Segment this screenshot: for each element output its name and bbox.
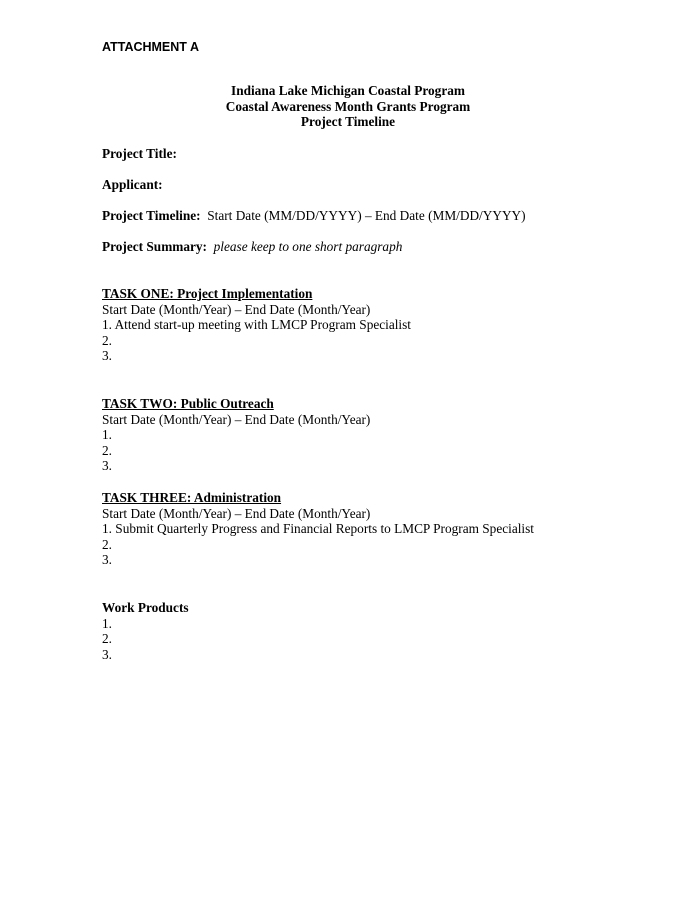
task-item: 1. Attend start-up meeting with LMCP Program Specialist [102,317,411,333]
applicant-label: Applicant: [102,177,163,192]
task-item: 3. [102,458,112,474]
task-two-section [102,396,370,474]
project-summary-label: Project Summary: [102,239,207,254]
work-products-section [102,600,189,662]
task-item: 2. [102,442,112,458]
task-item: 2. [102,332,112,348]
task-heading: TASK ONE: Project Implementation [102,286,313,301]
work-product-item: 3. [102,646,112,662]
task-item: 3. [102,348,112,364]
project-title-label: Project Title: [102,146,177,161]
work-products-heading: Work Products [102,600,189,615]
project-summary-row [102,239,402,255]
task-item: 2. [102,536,112,552]
document-header [0,83,696,130]
project-timeline-row [102,208,526,224]
task-dates: Start Date (Month/Year) – End Date (Month/Year) [102,505,371,521]
project-timeline-value: Start Date (MM/DD/YYYY) – End Date (MM/DD/YYYY) [207,208,526,223]
work-product-item: 2. [102,631,112,647]
project-summary-value: please keep to one short paragraph [213,239,403,254]
project-timeline-label: Project Timeline: [102,208,201,223]
task-dates: Start Date (Month/Year) – End Date (Month/Year) [102,411,371,427]
attachment-label: ATTACHMENT A [102,40,199,54]
task-three-section [102,490,534,568]
task-item: 3. [102,552,112,568]
task-heading: TASK TWO: Public Outreach [102,396,274,411]
task-item: 1. [102,427,112,443]
task-item: 1. Submit Quarterly Progress and Financial Reports to LMCP Program Specialist [102,521,534,537]
task-heading: TASK THREE: Administration [102,490,282,505]
work-product-item: 1. [102,615,112,631]
task-dates: Start Date (Month/Year) – End Date (Month/Year) [102,301,371,317]
header-document-title: Project Timeline [300,114,396,130]
task-one-section [102,286,411,364]
header-grants-program: Coastal Awareness Month Grants Program [225,98,471,114]
header-program-name: Indiana Lake Michigan Coastal Program [231,83,465,98]
